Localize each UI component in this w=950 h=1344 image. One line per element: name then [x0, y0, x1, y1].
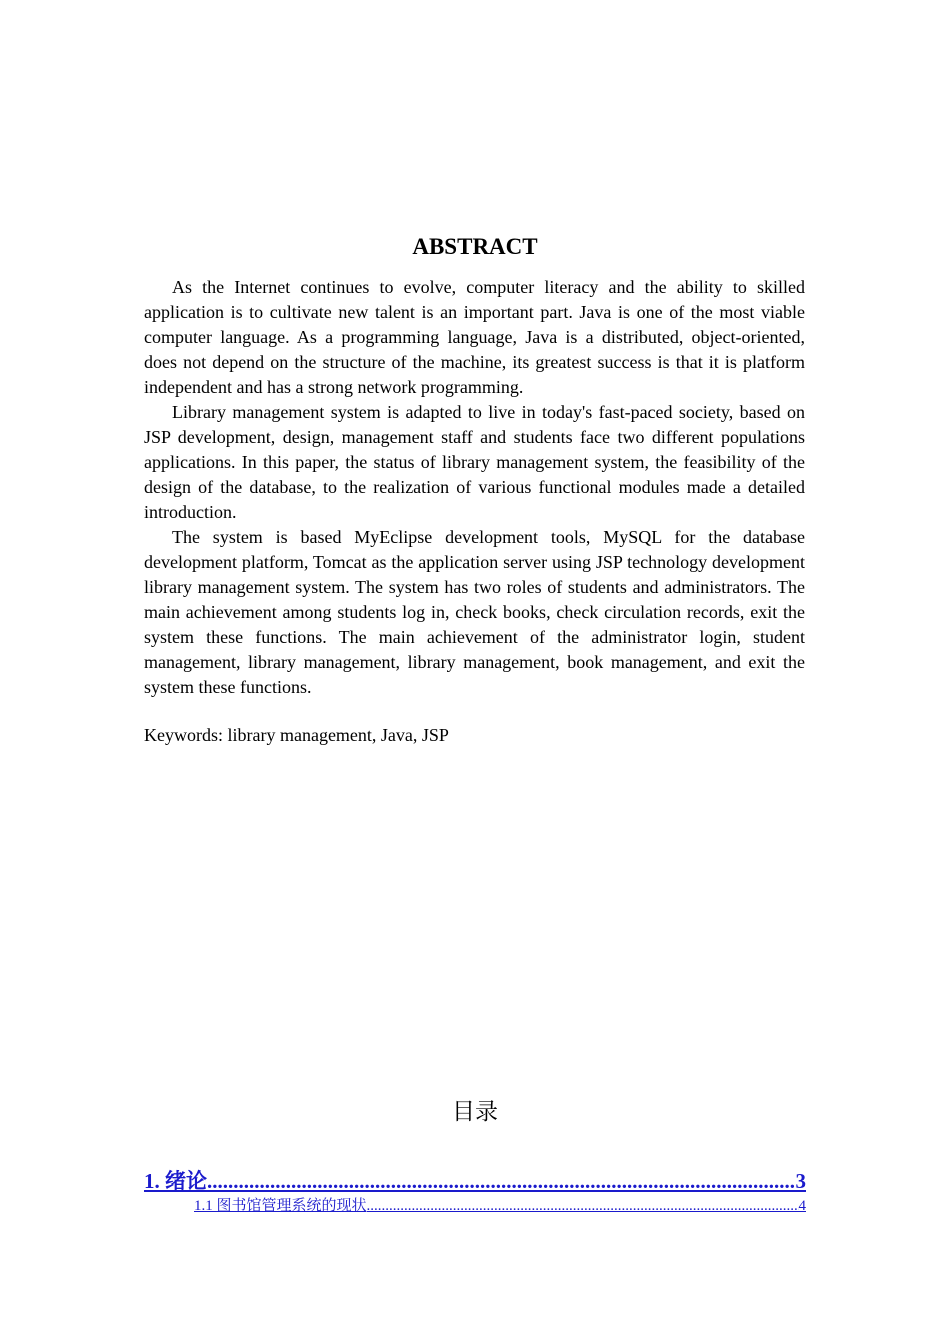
abstract-paragraph: As the Internet continues to evolve, computer literacy and the ability to skilled application is to cultivate new talent is an important part. Java is one of the most viable computer language. As a programming language, Java is a distributed, object-oriented, does not depend on the structure of the machine, its greatest success is that it is platform independent and has a strong network programming. [144, 277, 805, 397]
toc-leader [367, 1197, 799, 1216]
toc-entry-level2 [194, 1197, 806, 1216]
toc-page: 4 [798, 1198, 806, 1214]
toc-page: 3 [795, 1169, 806, 1193]
toc-link[interactable] [144, 1167, 806, 1195]
toc-entry-level1 [144, 1167, 806, 1195]
toc-label: 1. 绪论 [144, 1169, 207, 1193]
toc-link[interactable] [194, 1197, 806, 1216]
toc-title: 目录 [452, 1099, 498, 1125]
abstract-paragraph: Library management system is adapted to live in today's fast-paced society, based on JSP development, design, management staff and students face two different populations applications. In this paper, the status of library management system, the feasibility of the design of the database, to the realization of various functional modules made a detailed introduction. [144, 402, 805, 522]
abstract-paragraph: The system is based MyEclipse development tools, MySQL for the database development platform, Tomcat as the application server using JSP technology development library management system. The system has two roles of students and administrators. The main achievement among students log in, check books, check circulation records, exit the system these functions. The main achievement of the administrator login, student management, library management, library management, book management, and exit the system these functions. [144, 527, 805, 697]
keywords: Keywords: library management, Java, JSP [144, 725, 449, 745]
abstract-title: ABSTRACT [412, 234, 538, 259]
abstract-body [144, 275, 805, 700]
toc-label: 1.1 图书馆管理系统的现状 [194, 1198, 367, 1214]
toc-leader [207, 1167, 796, 1195]
